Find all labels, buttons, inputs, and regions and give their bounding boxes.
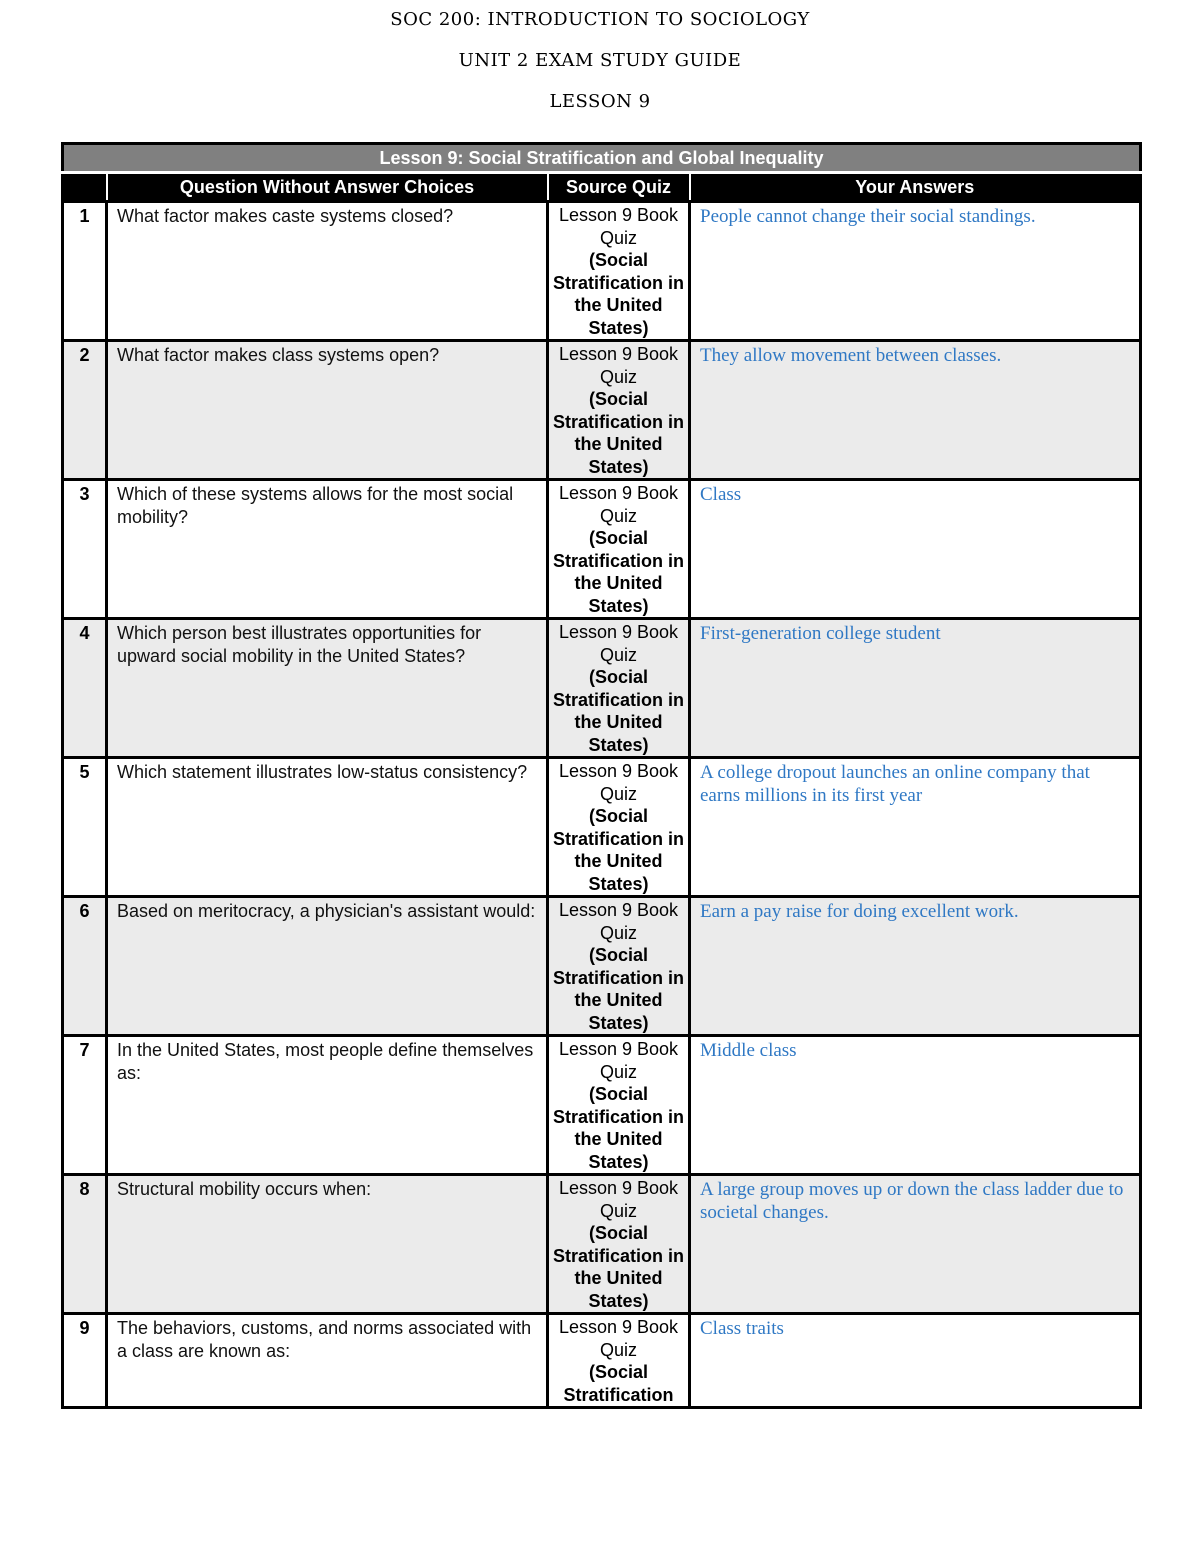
- answer-text: Class traits: [690, 1314, 1141, 1408]
- source-book: Lesson 9 Book Quiz: [558, 622, 679, 665]
- source-book: Lesson 9 Book Quiz: [558, 1178, 679, 1221]
- column-header-number: [63, 173, 107, 202]
- table-row: [63, 1175, 1141, 1314]
- source-quiz: [548, 341, 690, 480]
- source-quiz: [548, 619, 690, 758]
- study-guide-table: [61, 142, 1142, 1409]
- source-book: Lesson 9 Book Quiz: [558, 205, 679, 248]
- question-text: Which statement illustrates low-status consistency?: [107, 758, 548, 897]
- source-book: Lesson 9 Book Quiz: [558, 761, 679, 804]
- source-quiz: [548, 202, 690, 341]
- row-number: 2: [63, 341, 107, 480]
- question-text: Which of these systems allows for the most social mobility?: [107, 480, 548, 619]
- table-row: [63, 758, 1141, 897]
- source-topic: (Social Stratification in the United States): [552, 389, 684, 477]
- source-quiz: [548, 1314, 690, 1408]
- question-text: What factor makes class systems open?: [107, 341, 548, 480]
- question-text: What factor makes caste systems closed?: [107, 202, 548, 341]
- answer-text: Earn a pay raise for doing excellent work.: [690, 897, 1141, 1036]
- source-topic: (Social Stratification in the United States): [552, 806, 684, 894]
- source-topic: (Social Stratification in the United States): [552, 528, 684, 616]
- source-topic: (Social Stratification in the United States): [552, 250, 684, 338]
- table-row: [63, 480, 1141, 619]
- question-text: Based on meritocracy, a physician's assistant would:: [107, 897, 548, 1036]
- row-number: 3: [63, 480, 107, 619]
- table-row: [63, 341, 1141, 480]
- source-quiz: [548, 897, 690, 1036]
- guide-title: UNIT 2 EXAM STUDY GUIDE: [458, 50, 742, 71]
- row-number: 8: [63, 1175, 107, 1314]
- table-row: [63, 202, 1141, 341]
- source-book: Lesson 9 Book Quiz: [558, 344, 679, 387]
- table-title: Lesson 9: Social Stratification and Global Inequality: [63, 144, 1141, 173]
- source-topic: (Social Stratification: [563, 1362, 674, 1405]
- question-text: In the United States, most people define themselves as:: [107, 1036, 548, 1175]
- source-quiz: [548, 1175, 690, 1314]
- row-number: 4: [63, 619, 107, 758]
- source-book: Lesson 9 Book Quiz: [558, 1039, 679, 1082]
- table-body: [63, 202, 1141, 1408]
- row-number: 6: [63, 897, 107, 1036]
- answer-text: They allow movement between classes.: [690, 341, 1141, 480]
- column-header-question: Question Without Answer Choices: [107, 173, 548, 202]
- source-book: Lesson 9 Book Quiz: [558, 1317, 679, 1360]
- row-number: 9: [63, 1314, 107, 1408]
- answer-text: People cannot change their social standings.: [690, 202, 1141, 341]
- row-number: 1: [63, 202, 107, 341]
- source-quiz: [548, 480, 690, 619]
- source-topic: (Social Stratification in the United States): [552, 667, 684, 755]
- source-topic: (Social Stratification in the United States): [552, 1223, 684, 1311]
- question-text: Which person best illustrates opportunities for upward social mobility in the United States?: [107, 619, 548, 758]
- row-number: 5: [63, 758, 107, 897]
- lesson-title: LESSON 9: [549, 91, 651, 112]
- question-text: The behaviors, customs, and norms associated with a class are known as:: [107, 1314, 548, 1408]
- answer-text: Middle class: [690, 1036, 1141, 1175]
- answer-text: First-generation college student: [690, 619, 1141, 758]
- source-quiz: [548, 1036, 690, 1175]
- table-row: [63, 897, 1141, 1036]
- question-text: Structural mobility occurs when:: [107, 1175, 548, 1314]
- answer-text: A college dropout launches an online company that earns millions in its first year: [690, 758, 1141, 897]
- answer-text: Class: [690, 480, 1141, 619]
- table-row: [63, 1314, 1141, 1408]
- table-row: [63, 1036, 1141, 1175]
- row-number: 7: [63, 1036, 107, 1175]
- source-book: Lesson 9 Book Quiz: [558, 483, 679, 526]
- source-quiz: [548, 758, 690, 897]
- source-topic: (Social Stratification in the United States): [552, 945, 684, 1033]
- column-header-answer: Your Answers: [690, 173, 1141, 202]
- source-book: Lesson 9 Book Quiz: [558, 900, 679, 943]
- source-topic: (Social Stratification in the United States): [552, 1084, 684, 1172]
- answer-text: A large group moves up or down the class ladder due to societal changes.: [690, 1175, 1141, 1314]
- column-header-source: Source Quiz: [548, 173, 690, 202]
- course-title: SOC 200: INTRODUCTION TO SOCIOLOGY: [390, 9, 810, 30]
- table-row: [63, 619, 1141, 758]
